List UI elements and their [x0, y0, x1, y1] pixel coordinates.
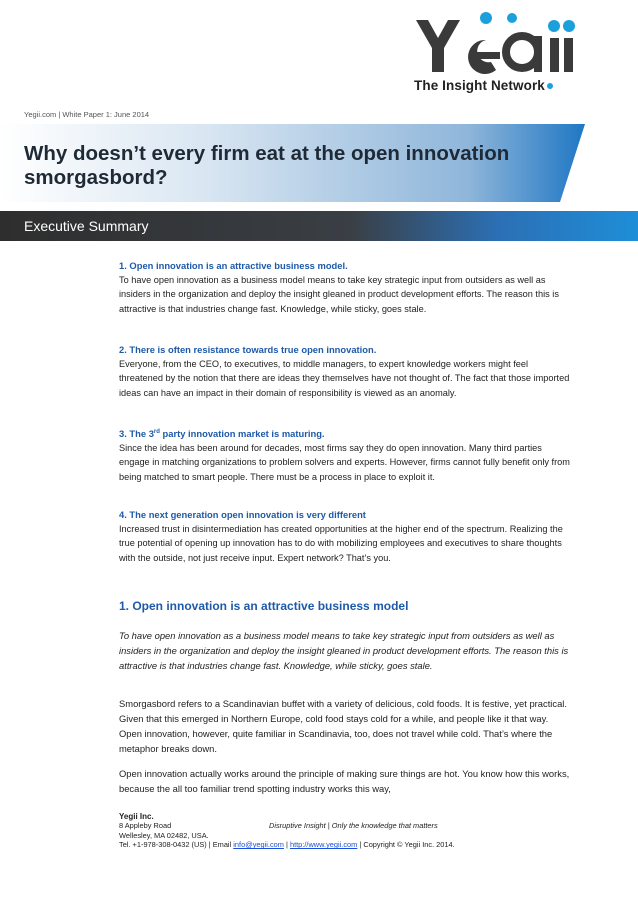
footer-contact [119, 840, 589, 849]
summary-heading: 2. There is often resistance towards true open innovation. [119, 344, 377, 355]
summary-item-3 [119, 425, 571, 484]
summary-text: Since the idea has been around for decades, most firms say they do open innovation. Many third parties engage in matching organizations to problem solvers and experts. However, firms cannot fully benefit only from being matched to smart people. There must be a process in place to exploit it. [119, 443, 570, 482]
summary-text: To have open innovation as a business model means to take key strategic input from outsiders as well as insiders in the organization and deploy the insight gleaned in product development efforts. The reason this is attractive is that industries change fast. Knowledge, while sticky, goes stale. [119, 275, 559, 314]
logo-tagline [414, 78, 614, 93]
summary-text: Increased trust in disintermediation has created opportunities at the higher end of the spectrum. Realizing the true potential of opening up innovation has to do with mobilizing employees and executives to share thoughts with the outside, not just receive input. Expert network? That’s you. [119, 524, 563, 563]
dot-icon [547, 83, 553, 89]
section-paragraph-1: Smorgasbord refers to a Scandinavian buffet with a variety of delicious, cold foods. It is festive, yet practical. Given that this emerged in Northern Europe, cold food stays cold for a while, and people like it that way. Open innovation, however, quite familiar in Scandinavia, too, does not travel while cold. That’s where the metaphor breaks down. [119, 698, 567, 754]
footer-company: Yegii Inc. [119, 812, 154, 821]
summary-item-1 [119, 259, 571, 316]
summary-item-2 [119, 343, 571, 400]
section-paragraph-2: Open innovation actually works around the principle of making sure things are hot. You know how this works, because the all too familiar trend spotting industry works this way, [119, 768, 570, 794]
heading-superscript: rd [153, 429, 160, 435]
footer-copyright: | Copyright © Yegii Inc. 2014. [357, 840, 455, 850]
summary-heading [119, 425, 571, 441]
summary-heading: 4. The next generation open innovation is very different [119, 509, 366, 520]
heading-part: 3. The 3 [119, 428, 154, 440]
footer-website-link[interactable]: http://www.yegii.com [289, 840, 358, 850]
footer-address-2: Wellesley, MA 02482, USA. [119, 830, 209, 840]
summary-heading: 1. Open innovation is an attractive business model. [119, 260, 348, 271]
logo-tagline-text: The Insight Network [414, 78, 545, 93]
paper-meta: Yegii.com | White Paper 1: June 2014 [24, 110, 150, 119]
summary-text: Everyone, from the CEO, to executives, to middle managers, to expert knowledge workers might feel threatened by the notion that there are ideas they themselves have not thought of. The fact that those imported ideas can have an impact in their domain of responsibility is viewed as an anomaly. [119, 359, 570, 398]
footer-address-1: 8 Appleby Road [119, 821, 172, 831]
footer-email-link[interactable]: info@yegii.com [233, 840, 284, 850]
yegii-logo [414, 10, 579, 76]
summary-item-4 [119, 508, 571, 565]
page-footer [119, 812, 589, 850]
footer-separator: | [283, 840, 290, 850]
footer-phone: Tel. +1-978-308-0432 (US) | Email [119, 840, 234, 850]
page-title: Why doesn’t every firm eat at the open innovation smorgasbord? [24, 142, 510, 189]
section-heading: 1. Open innovation is an attractive business model [119, 599, 409, 613]
footer-tagline: Disruptive Insight | Only the knowledge that matters [269, 821, 438, 830]
section-lead: To have open innovation as a business model means to take key strategic input from outsiders as well as insiders in the organization and deploy the insight gleaned in product development efforts. The reason this is attractive is that industries change fast. Knowledge, while sticky, goes stale. [119, 630, 569, 671]
section-label: Executive Summary [24, 218, 149, 234]
heading-part: party innovation market is maturing. [159, 428, 325, 440]
